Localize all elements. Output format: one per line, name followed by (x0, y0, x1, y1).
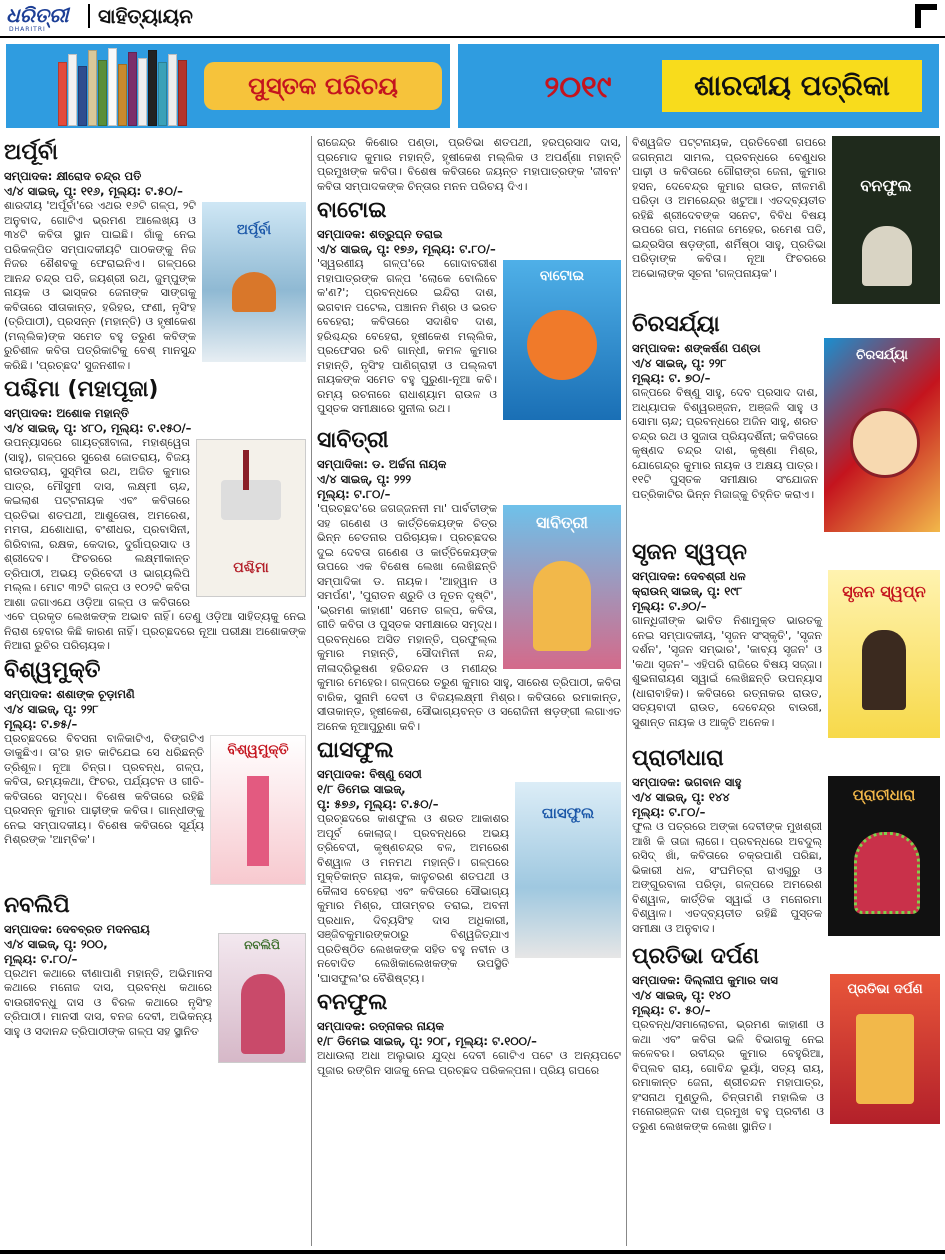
magazine-title: ନବଲିପି (4, 892, 70, 918)
magazine-title: ସାବିତ୍ରୀ (317, 428, 389, 453)
cover-title: ପ୍ରତିଭା ଦର୍ପଣ (847, 982, 923, 997)
price-line: ମୂଲ୍ୟ: ଟ.୮୦/– (317, 487, 391, 501)
magazine-title: ସୃଜନ ସ୍ୱପ୍ନ (632, 540, 747, 565)
size-price-line: ଏ/୪ ସାଇଜ୍, ପୃ: ୨୨୮ (632, 356, 727, 370)
column-1 (4, 136, 306, 1067)
review-text: ଉପନ୍ୟାସରେ ଗାୟତ୍ରୀବାଳା, ମହାଶ୍ୱେତା (ସାହୁ), ଗଳ୍ପରେ ସୁରେଶ ଜୋତରାୟ, ବିଜୟ ରାଉତରାୟ, ସୁସ୍ମିତା ରଥ, ଅଜିତ କୁମାର ପାତ୍ର, ମୌସୁମୀ ଦାସ, ଲକ୍ଷ୍ମୀ ଚାନ୍ଦ, କଇଲାଶ ପଟ୍ଟନାୟକ ଏବଂ କବିତାରେ ପ୍ରତିଭା ଶତପଥୀ, ଆଶୁତୋଷ, ଅମରେଶ, ମମତା, ଯଶୋଧାରା, ବଂଶୀଧର, ପ୍ରବାସିନୀ, ଗିରିବାଳା, ରକ୍ଷକ, କେଦାର, ଦୁର୍ଗାପ୍ରସାଦ ଓ ଶ୍ରୀଦେବ। ଫିଚରରେ ଲକ୍ଷ୍ମୀକାନ୍ତ ତ୍ରିପାଠୀ, ଅଭୟ ତ୍ରିବେଦୀ ଓ ଭାଗ୍ୟଲିପି ମଲ୍ଲ। ମୋଟ ୩୨ଟି ଗଳ୍ପ ଓ ୧୦୨ଟି କବିତା ଆଶା ଜଗାଏଯେ ଓଡ଼ିଆ ଗଳ୍ପ ଓ କବିତାରେ ଏବେ ପ୍ରକୃତ ଲେଖକଙ୍କ ଅଭାବ ନାହିଁ। ତେଣୁ ଓଡ଼ିଆ ସାହିତ୍ୟକୁ ନେଇ ନିରାଶ ହେବାର କିଛି କାରଣ ନାହିଁ। ପ୍ରଚ୍ଛଦରେ ନୂଆ ପରୀକ୍ଷା ଅଶୋକଙ୍କ ନିଆରା ରୁଚିର ପରିଚାୟକ। (4, 436, 306, 652)
editor-line: ସମ୍ପାଦକ: ଦିଲ୍ଲୀପ କୁମାର ଦାସ (632, 973, 778, 987)
column-divider (311, 136, 312, 1246)
cover-title: ଅର୍ପୂର୍ବା (236, 222, 272, 238)
review-text-continued: ବିଶ୍ୱଜିତ ପଟ୍ଟନାୟକ, ପ୍ରତିବେଶୀ ଗପରେ ଜଗନ୍ନାଥ ସାମଲ, ପ୍ରବନ୍ଧରେ ବେଣୁଧର ପାଢ଼ୀ ଓ କବିତାରେ ଗୌରାଙ୍ଗ ଜେନା, କୁମାର ହସନ, ଦେବେନ୍ଦ୍ର କୁମାର ରାଉତ, ନୀଳମଣି ପରିଡ଼ା ଓ ଅମରେନ୍ଦ୍ର ଖଟୁଆ। ଏତଦ୍‌ବ୍ୟତୀତ ରହିଛି ଶ୍ରୀଦେବଙ୍କ ସନେଟ, ବିବିଧ ବିଷୟ ଉପରେ ଗପ, ମନୋଜ ମେହେର, ରମେଶ ପତି, ଇନ୍ଦ୍ରସିତା ଷଡ଼ଙ୍ଗୀ, ଶର୍ମିଷ୍ଠା ସାହୁ, ପ୍ରତିଭା ପରିଡ଼ାଙ୍କ କବିତା। ନୂଆ ଫିଚରରେ ଅଭୋଲାଙ୍କ ସୂଚନା 'ଗଳ୍ପନାୟକ'। (632, 136, 826, 280)
bottom-rule (0, 1250, 945, 1254)
cover-image (503, 505, 621, 669)
book-review-label: ପୁସ୍ତକ ପରିଚୟ (204, 62, 442, 110)
cover-image (196, 439, 306, 597)
review-text: ପ୍ରଥମ କଥାରେ ବୀଣାପାଣି ମହାନ୍ତି, ଅଭିମାନସ କଥାରେ ମନୋଜ ଦାସ, ପ୍ରବନ୍ଧ କଥାରେ ବାଉରୀବନ୍ଧୁ ଦାସ ଓ ବିରଳ କଥାରେ ନୃସିଂହ ତ୍ରିପାଠୀ। ମାନସୀ ଦାସ, ବନଜ ଦେବୀ, ଅଭିକନ୍ୟ ସାହୁ ଓ ସଦାନନ୍ଦ ତ୍ରିପାଠୀଙ୍କ ଗଳ୍ପ ସହ ସ୍ଥାନିତ (4, 966, 212, 1038)
magazine-title: ପ୍ରତିଭା ଦର୍ପଣ (632, 944, 760, 969)
review-article (4, 377, 306, 654)
cover-title: ଚିରସର୍ଯ୍ୟା (856, 348, 908, 363)
review-text: 'ସ୍ୱରଣୀୟ ଗଳ୍ପ'ରେ ଗୋଦାବରୀଶ ମହାପାତ୍ରଙ୍କ ଗଳ୍ପ 'ଲୋକେ ବୋଲିବେ କ'ଣ?'; ପ୍ରବନ୍ଧରେ ଇନ୍ଦିରା ଦାଶ, ଭଗବାନ ପଟେଲ, ପଞ୍ଚାନନ ମିଶ୍ର ଓ ଭରତ ବେହେରା; କବିତାରେ ସଦାଶିବ ଦାଶ, ହରିଶ୍ଚନ୍ଦ୍ର ବେହେରା, ହୃଷୀକେଶ ମଲ୍ଲିକ, ପ୍ରଫେସର ରବି ଗାନ୍ଧୀ, କମଳ କୁମାର ମହାନ୍ତି, ନୃସିଂହ ପାଣିଗ୍ରାହୀ ଓ ପଲ୍ଲବୀ ନାୟକଙ୍କ ସମେତ ବହୁ ପୁରୁଣା-ନୂଆ କବି। ରମ୍ୟ ରଚନାରେ ରାଧାଶ୍ୟାମ ରାଉଳ ଓ ପୁସ୍ତକ ସମୀକ୍ଷାରେ ସୁନୀଲ ରଥ। (317, 257, 497, 415)
cover-image (830, 974, 940, 1124)
book-stack-icon (58, 46, 196, 126)
review-text: 'ପ୍ରଚ୍ଛଦ'ରେ ଜଗଜ୍ଜନନୀ ମା' ପାର୍ବତୀଙ୍କ ସହ ଗଣେଶ ଓ କାର୍ତ୍ତିକେୟଙ୍କ ଚିତ୍ର ଭିନ୍ନ ଚେତନାର ପରିଚାୟକ। ପ୍ରଚ୍ଛଦର ଦୁଇ ଦେବତା ଗଣେଶ ଓ କାର୍ତ୍ତିକେୟଙ୍କ ଉପରେ ଏକ ବିଶେଷ ଲେଖା ଲେଖିଛନ୍ତି ସମ୍ପାଦିକା ଡ. ନାୟକ। 'ଆହ୍ୱାନ ଓ ସମର୍ପଣ', 'ପୁରାତନ ଶ୍ରୁତି ଓ ନୂତନ ଦୃଷ୍ଟି', 'ଭ୍ରମଣ କାହାଣୀ' ସମେତ ଗଳ୍ପ, କବିତା, ଗୀତି କବିତା ଓ ପୁସ୍ତକ ସମୀକ୍ଷାରେ ସମୃଦ୍ଧ। ପ୍ରବନ୍ଧରେ ଅସିତ ମହାନ୍ତି, ପ୍ରଫୁଲ୍ଲ କୁମାର ମହାନ୍ତି, ସୌଦାମିନୀ ନନ୍ଦ, ନୀଳାଦ୍ରିଭୂଷଣ ହରିଚନ୍ଦନ ଓ ମଣୀନ୍ଦ୍ର କୁମାର ମେହେର। ଗଳ୍ପରେ ତରୁଣ କୁମାର ସାହୁ, ସାରେଶ ତ୍ରିପାଠୀ, କବିତା ବାରିକ, ସୁନାମି ଦେବୀ ଓ ବିଜୟଲକ୍ଷ୍ମୀ ମିଶ୍ର। କବିତାରେ ରମାକାନ୍ତ, ସୀତାକାନ୍ତ, ହୃଷୀକେଶ, ସୌଭାଗ୍ୟବନ୍ତ ଓ ସରୋଜିନୀ ଷଡ଼ଙ୍ଗୀ ଲଗାଏତ ଅନେକ ନୂଆପୁରୁଣା କବି। (317, 502, 621, 733)
cover-title: ଘାସଫୁଲ (541, 804, 595, 822)
size-price-line: ଏ/୪ ସାଇଜ୍, ପୃ: ୨୦୦, (4, 936, 108, 951)
size-price-line: ଏ/୪ ସାଇଜ୍, ପୃ: ୪୮୦, ମୂଲ୍ୟ: ଟ.୧୫୦/– (4, 421, 192, 435)
price-line: ପୃ: ୫୭୬, ମୂଲ୍ୟ: ଟ.୫୦/– (317, 797, 439, 811)
review-text: ଶାରଦୀୟ 'ଅର୍ପୂର୍ବା'ରେ ଏଥର ୧୬ଟି ଗଳ୍ପ, ୨ଟି ଅନୁବାଦ, ଗୋଟିଏ ଭ୍ରମଣ ଆଲେଖ୍ୟ ଓ ୩୪ଟି କବିତା ସ୍ଥାନ ପାଇଛି। ଗାଁକୁ ନେଇ ପରିକଳ୍ପିତ ସମ୍ପାଦକୀୟଟି ପାଠକଙ୍କୁ ନିଜ ନିଜର ଶୈଶବକୁ ଫେରାଇନିଏ। ଗଳ୍ପରେ ଆନନ୍ଦ ଚନ୍ଦ୍ର ପତି, ଜୟଶ୍ରୀ ରଥ, ଜୁମ୍ପୁଙ୍କ ନାୟକ ଓ ଭାସ୍କର ଜେନାଙ୍କ ସାଙ୍ଗକୁ କବିତାରେ ସୀତାକାନ୍ତ, ହରିହର, ଫଣୀ, ନୃସିଂହ (ତ୍ରିପାଠୀ), ପ୍ରସନ୍ନ (ମହାନ୍ତି) ଓ ହୃଷୀକେଶ (ମଲ୍ଲିକ)ଙ୍କ ସମେତ ବହୁ ତରୁଣ କବିଙ୍କ ରୁଚିଶୀଳ କବିତା ପତ୍ରିକାଟିକୁ ବେଶ୍ ମାନସୁନ୍ଦ କରିଛି। 'ପ୍ରଚ୍ଛଦ' ସୁଜନଶୀଳ। (4, 199, 196, 372)
cover-title: ପ୍ରାଚୀଧାରା (852, 786, 916, 804)
magazine-title: ଅର୍ପୂର୍ବା (4, 140, 58, 165)
feature-banner (6, 44, 939, 128)
newspaper-logo[interactable]: ଧରିତ୍ରୀ (6, 3, 69, 27)
cover-title: ବନଫୁଲ (860, 176, 912, 195)
logo-subtitle: DHARITRI (9, 26, 46, 33)
banner-divider (450, 44, 458, 128)
review-text: ପ୍ରଚ୍ଛଦରେ ବିବସନା ବାଳିକାଟିଏ, ବିଙ୍ଗଟିଏ ଡାକୁଛିଏ। ତା'ର ହାତ କାଟିଯେଇ ସେ ଧରିଛନ୍ତି ତ୍ରିଶୂଳ। ନୂଆ ଚିନ୍ତା। ପ୍ରବନ୍ଧ, ଗଳ୍ପ, କବିତା, ରମ୍ୟକଥା, ଫିଚର, ପର୍ଯ୍ୟଟନ ଓ ଗୀତି-କବିତାରେ ସମୃଦ୍ଧ। ବିଶେଷ କବିତାରେ ରହିଛି ପ୍ରସନ୍ନ କୁମାର ପାଢ଼ୀଙ୍କ କବିତା। ଗାନ୍ଧୀଙ୍କୁ ନେଇ ସମ୍ପାଦକୀୟ। ବିଶେଷ କବିତାରେ ସୂର୍ଯ୍ୟ ମିଶ୍ରଙ୍କ 'ଆମ୍ବିକ'। (4, 731, 204, 846)
review-article (632, 136, 940, 308)
size-price-line: ଏ/୪ ସାଇଜ୍, ପୃ: ୧୪୦ (632, 988, 731, 1002)
cover-title: ବାଟୋଇ (539, 268, 585, 284)
cover-image (828, 570, 940, 738)
price-line: ମୂଲ୍ୟ: ଟ. ୫୦/– (632, 1003, 711, 1017)
editor-line: ସମ୍ପାଦକ: ଦେବଶ୍ରୀ ଧଳ (632, 569, 746, 583)
cover-title: ବିଶ୍ୱମୁକ୍ତି (227, 741, 289, 758)
review-article (632, 944, 940, 1134)
editor-line: ସମ୍ପାଦକ: ଶଶାଙ୍କ ଚୂଡ଼ାମଣି (4, 686, 135, 701)
price-line: ମୂଲ୍ୟ: ଟ.୬୦/– (632, 599, 707, 613)
editor-line: ସମ୍ପାଦକ: ଦେବବ୍ରତ ମଦନରାୟ (4, 921, 150, 936)
magazine-title: ଚିରସର୍ଯ୍ୟା (632, 312, 720, 337)
editor-line: ସମ୍ପାଦକ: ଶତ୍ରୁଘ୍ନ ତରାଇ (317, 227, 443, 241)
review-text-continued: ରାଜେନ୍ଦ୍ର କିଶୋର ପଣ୍ଡା, ପ୍ରତିଭା ଶତପଥୀ, ହରପ୍ରସାଦ ଦାସ, ପ୍ରମୋଦ କୁମାର ମହାନ୍ତି, ହୃଷୀକେଶ ମଲ୍ଲିକ ଓ ଅପର୍ଣ୍ଣା ମହାନ୍ତି ପ୍ରମୁଖଙ୍କ କବିତା। ବିଶେଷ କବିତାରେ ଜୟନ୍ତ ମହାପାତ୍ରଙ୍କ 'ଜୀବନ' କବିତା ସମ୍ପାଦକଙ୍କ ଚିନ୍ତାର ମନନ ପରିଚୟ ଦିଏ। (317, 136, 621, 193)
cover-image (202, 202, 306, 362)
review-article (317, 738, 621, 986)
review-article (4, 658, 306, 889)
section-title: ସାହିତ୍ୟାୟନ (88, 4, 193, 28)
review-article (317, 198, 621, 424)
editor-line: ସମ୍ପାଦକ: ଭଗବାନ ସାହୁ (632, 775, 742, 789)
editor-line: ସମ୍ପାଦିକା: ଡ. ଅର୍ଚ୍ଚନା ନାୟକ (317, 457, 447, 471)
review-text: ଗାନ୍ଧିଜୀଙ୍କ ଭାବିତ ନିଶାମୁକ୍ତ ଭାରତକୁ ନେଇ ସମ୍ପାଦକୀୟ, 'ସୃଜନ ସଂସ୍କୃତି', 'ସୃଜନ ଦର୍ଶନ', 'ସୃଜନ ସମ୍ଭାର', 'କାବ୍ୟ ସୃଜନ' ଓ 'କଥା ସୃଜନ'– ଏହିପରି ରାଜିରେ ବିଷୟ ସଜ୍ଜା। ଶୁଭନାରାୟଣ ସ୍ୱାଇଁ ଲେଖିଛନ୍ତି ଉପନ୍ୟାସ (ଧାରାବାହିକ)। କବିତାରେ ରତ୍ନାକର ରାଉତ, ସତ୍ୟବାଦୀ ରାଉତ, ଦେବେନ୍ଦ୍ର ବାଉରୀ, ସୁଶାନ୍ତ ନାୟକ ଓ ଆକୃତି ଅନେକ। (632, 614, 822, 729)
size-price-line: ୧/୮ ଡିମେଇ ସାଇଜ୍, (317, 782, 406, 796)
editor-line: ସମ୍ପାଦକ: ବିଷ୍ଣୁ ସେଠୀ (317, 767, 422, 781)
magazine-title: ବାଟୋଇ (317, 198, 387, 223)
cover-image (832, 136, 940, 304)
size-price-line: କ୍ରାଉନ୍ ସାଇଜ୍, ପୃ: ୧୯୮ (632, 584, 743, 598)
size-price-line: ଏ/୪ ସାଇଜ୍, ପୃ: ୧୭୬, ମୂଲ୍ୟ: ଟ.୮୦/– (317, 242, 496, 256)
cover-title: ସୃଜନ ସ୍ୱପ୍ନ (842, 582, 926, 601)
price-line: ମୂଲ୍ୟ: ଟ.୭୫/– (4, 716, 78, 731)
festive-magazine-label: ଶାରଦୀୟ ପତ୍ରିକା (662, 60, 922, 112)
review-article (4, 893, 306, 1067)
cover-image (218, 933, 306, 1063)
cover-image (828, 776, 940, 936)
size-price-line: ଏ/୪ ସାଇଜ୍, ପୃ: ୨୨୮ (4, 701, 99, 716)
corner-bracket-icon (915, 4, 937, 28)
editor-line: ସମ୍ପାଦକ: ଶଙ୍କର୍ଷଣ ପଣ୍ଡା (632, 341, 761, 355)
review-article (4, 140, 306, 373)
column-divider (626, 136, 627, 1246)
price-line: ମୂଲ୍ୟ: ଟ.୮୦/– (4, 951, 78, 966)
review-text: ଗଳ୍ପରେ ବିଷ୍ଣୁ ସାହୁ, ଦେବ ପ୍ରସାଦ ଦାଶ, ଅଧ୍ୟାପକ ବିଶ୍ୱରଞ୍ଜନ, ଅଞ୍ଜଳି ସାହୁ ଓ ସୋମା ଚାନ୍ଦ; ପ୍ରବନ୍ଧରେ ଅଜିନ ସାହୁ, ଶରତ ଚନ୍ଦ୍ର ରଥ ଓ ସୁଜାତା ପ୍ରିୟଦର୍ଶିନୀ; କବିତାରେ କୃଷ୍ଣଦ ଚନ୍ଦ୍ର ଦାଶ, କୃଷ୍ଣା ମିଶ୍ର, ଯୋଗେନ୍ଦ୍ର କୁମାର ନାୟକ ଓ ଅକ୍ଷୟ ପାତ୍ର। ୧୧ଟି ପୁସ୍ତକ ସମୀକ୍ଷାର ସଂଯୋଜନ ପତ୍ରିକାଟିର ଭିନ୍ନ ମିଜାଜ୍‌କୁ ଚିହ୍ନିତ କରାଏ। (632, 386, 818, 501)
magazine-title: ପ୍ରାଚୀଧାରା (632, 746, 724, 771)
review-article (632, 540, 940, 742)
cover-image (503, 260, 621, 420)
review-text: ପ୍ରବନ୍ଧ/ସମାଲୋଚନା, ଭ୍ରମଣ କାହାଣୀ ଓ କଥା ଏବଂ କବିତା ଭଳି ବିଭାଗକୁ ନେଇ କଳେବର। ରବୀନ୍ଦ୍ର କୁମାର ବେହୁରିଆ, ବିପ୍ଲବ ରାୟ, ଗୋବିନ୍ଦ ଭୂୟାଁ, ସତ୍ୟ ରାୟ, ରମାକାନ୍ତ ଜେନା, ଶ୍ରୀଚନ୍ଦନ ମହାପାତ୍ର, ହଂସନାଥ ମୁଣ୍ଡୁଲି, ଚିନ୍ତାମଣି ମହାଲିକ ଓ ମନୋରଞ୍ଜନ ଦାଶ ପ୍ରମୁଖ ବହୁ ପ୍ରବୀଣ ଓ ତରୁଣ ଲେଖକଙ୍କ ଲେଖା ସ୍ଥାନିତ। (632, 1018, 824, 1133)
size-price-line: ଏ/୪ ସାଇଜ୍, ପୃ: ୧୧୬, ମୂଲ୍ୟ: ଟ.୫୦/– (4, 184, 183, 198)
size-price-line: ଏ/୪ ସାଇଜ୍, ପୃ: ୨୨୨ (317, 472, 412, 486)
magazine-title: ପଶ୍ଚିମା (ମହାପୂଜା) (4, 377, 159, 402)
banner-year: ୨୦୧୯ (544, 70, 612, 105)
masthead (0, 0, 945, 38)
cover-image (515, 782, 621, 958)
editor-line: ସମ୍ପାଦକ: ଅଶୋକ ମହାନ୍ତି (4, 406, 129, 420)
column-2 (317, 136, 621, 1078)
cover-image (824, 338, 940, 532)
cover-title: ନବଲିପି (244, 937, 280, 952)
column-3 (632, 136, 940, 1134)
size-price-line: ଏ/୪ ସାଇଜ୍, ପୃ: ୧୪୪ (632, 790, 730, 804)
review-text: ପ୍ରଚ୍ଛଦରେ କାଶଫୁଲ ଓ ଶରତ ଆକାଶର ଅପୂର୍ବ କୋଲାଜ୍। ପ୍ରବନ୍ଧରେ ଅଭୟ ତ୍ରିବେଦୀ, କୃଷ୍ଣଚନ୍ଦ୍ର ବଳ, ଅମରେଶ ବିଶ୍ୱାଳ ଓ ମନମଥ ମହାନ୍ତି। ଗଳ୍ପରେ ମୁକ୍ତିକାନ୍ତ ନାୟକ, କାଳୁଚରଣ ଶତପଥୀ ଓ କୈଳାସ ବେହେରା ଏବଂ କବିତାରେ ସୌଭାଗ୍ୟ କୁମାର ମିଶ୍ର, ପୀତାମ୍ବର ତରାଇ, ଅବନୀ ପ୍ରଧାନ, ଦିବ୍ୟସିଂହ ଦାସ ଅଧିକାରୀ, ସଞ୍ଜିବକୁମାରଙ୍କଠାରୁ ବିଶ୍ୱଜିତ୍‌ଯାଏ ପ୍ରତିଷ୍ଠିତ ଲେଖକଙ୍କ ସହିତ ବହୁ ନବୀନ ଓ ନବୋଦିତ ଲେଖିକାଲେଖକଙ୍କ ଉପସ୍ଥିତି 'ଘାସଫୁଲ'ର ବୈଶିଷ୍ଟ୍ୟ। (317, 812, 509, 985)
review-article (317, 428, 621, 734)
cover-image (210, 735, 306, 885)
review-article (632, 312, 940, 536)
magazine-title: ବିଶ୍ୱମୁକ୍ତି (4, 657, 101, 683)
size-price-line: ୧/୮ ଡିମେଇ ସାଇଜ୍, ପୃ: ୨୦୮, ମୂଲ୍ୟ: ଟ.୧୦୦/– (317, 1034, 537, 1048)
magazine-title: ଘାସଫୁଲ (317, 738, 394, 763)
cover-title: ପଶ୍ଚିମା (233, 560, 269, 576)
review-text: ଅଧାଉଲା ଅଧା ଅଲୁଭାର ଯୁଦ୍ଧ ଦେବୀ ଗୋଟିଏ ପଟେ ଓ ଅନ୍ୟପଟେ ପୂଜାର ରଙ୍ଗିନ ସାଜକୁ ନେଇ ପ୍ରଚ୍ଛଦ ପରିକଳ୍ପନା। ପ୍ରିୟ ଗପରେ (317, 1049, 621, 1077)
magazine-title: ବନଫୁଲ (317, 990, 388, 1015)
review-article (317, 990, 621, 1078)
price-line: ମୂଲ୍ୟ: ଟ.୮୦/– (632, 805, 706, 819)
review-article (632, 746, 940, 940)
review-text: ଫୁଲ ଓ ପତ୍ରରେ ଅଙ୍କା ଦେବୀଙ୍କ ମୁଖଶ୍ରୀ ଆଖି କି ତାଜା ଲାଗେ। ପ୍ରବନ୍ଧରେ ଅବଦୁଲ୍ ରସିଦ୍ ଖାଁ, କବିତାରେ ଚକ୍ରପାଣି ପରିଛା, ଭିକାରୀ ଧଳ, ସଂଘମିତ୍ରା ରାଏଗୁରୁ ଓ ଅଙ୍ଗୁରବାଳା ପରିଡ଼ା, ଗଳ୍ପରେ ଅମରେଶ ବିଶ୍ୱାଳ, କାର୍ତ୍ତିକ ସ୍ୱାଇଁ ଓ ମନୋରମା ବିଶ୍ୱାଳ। ଏତଦ୍‌ବ୍ୟତୀତ ରହିଛି ପୁସ୍ତକ ସମୀକ୍ଷା ଓ ଅନୁବାଦ। (632, 820, 822, 935)
editor-line: ସମ୍ପାଦକ: ରତ୍ନାକର ନାୟକ (317, 1019, 444, 1033)
editor-line: ସମ୍ପାଦକ: କ୍ଷୀରୋଦ ଚନ୍ଦ୍ର ପତି (4, 169, 142, 183)
price-line: ମୂଲ୍ୟ: ଟ. ୭୦/– (632, 371, 711, 385)
cover-title: ସାବିତ୍ରୀ (535, 513, 589, 532)
